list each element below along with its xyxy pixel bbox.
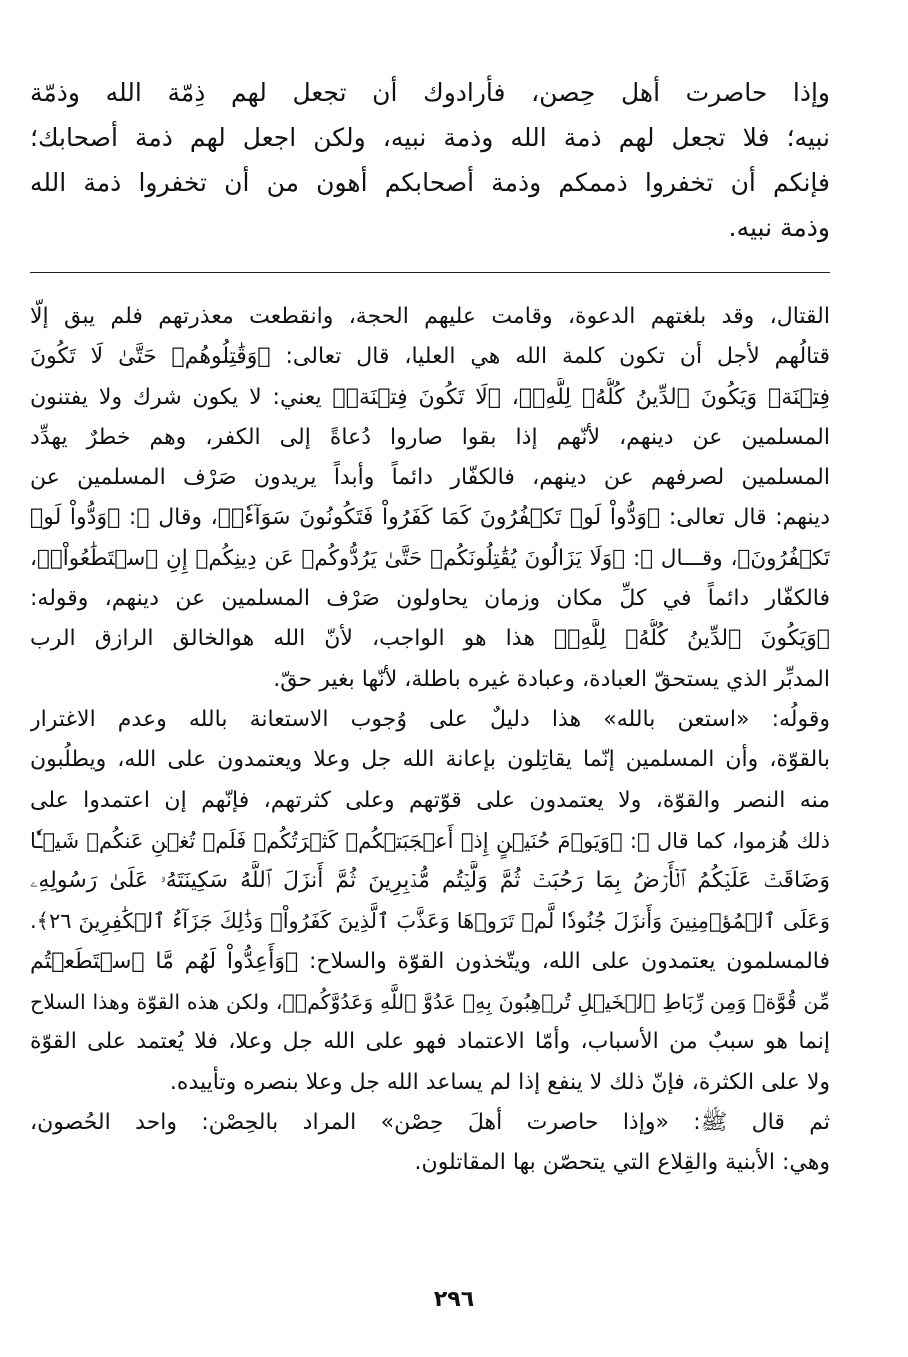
commentary-line: منه النصر والقوّة، ولا يعتمدون على قوّتهم وعلى كثرتهم، فإنّهم إن اعتمدوا على [30, 787, 830, 813]
commentary-line: المسلمين عن دينهم، لأنّهم إذا بقوا صاروا دُعاةً إلى الكفر، وهم خطرٌ يهدِّد [30, 424, 830, 450]
hadith-line: وإذا حاصرت أهل حِصن، فأرادوك أن تجعل لهم ذِمّة الله وذمّة [30, 78, 830, 107]
commentary-line: ﴿وَيَكُونَ ٱلدِّينُ كُلُّهُۥ لِلَّهِۚ﴾ هذا هو الواجب، لأنّ الله هوالخالق الرازق الرب [30, 626, 830, 652]
commentary-line: فالمسلمون يعتمدون على الله، ويتّخذون القوّة والسلاح: ﴿وَأَعِدُّواْ لَهُم مَّا ٱسۡتَطَعۡتُم [30, 948, 830, 974]
commentary-line: قتالُهم لأجل أن تكون كلمة الله هي العليا، قال تعالى: ﴿وَقَٰتِلُوهُمۡ حَتَّىٰ لَا تَكُونَ [30, 344, 830, 370]
commentary-line: وهي: الأبنية والقِلاع التي يتحصّن بها المقاتلون. [414, 1150, 830, 1176]
commentary-line: دينهم: قال تعالى: ﴿وَدُّواْ لَوۡ تَكۡفُرُونَ كَمَا كَفَرُواْ فَتَكُونُونَ سَوَآءٗۖ﴾، وقال ﷻ: ﴿وَدُّواْ لَوۡ [30, 505, 830, 531]
section-divider [30, 272, 830, 273]
commentary-line: ذلك هُزموا، كما قال ﷻ: ﴿وَيَوۡمَ حُنَيۡنٍ إِذۡ أَعۡجَبَتۡكُمۡ كَثۡرَتُكُمۡ فَلَمۡ تُغۡنِ عَنكُمۡ شَيۡـٔٗا [30, 828, 830, 853]
hadith-line: فإنكم أن تخفروا ذممكم وذمة أصحابكم أهون من أن تخفروا ذمة الله [30, 168, 830, 197]
commentary-line: وَعَلَى ٱلۡمُؤۡمِنِينَ وَأَنزَلَ جُنُودٗا لَّمۡ تَرَوۡهَا وَعَذَّبَ ٱلَّذِينَ كَفَرُواْۚ وَذَٰلِكَ جَزَآءُ ٱلۡكَٰفِرِينَ ٢٦﴾. [30, 909, 830, 934]
commentary-line: وقولُه: «استعن بالله» هذا دليلٌ على وُجوب الاستعانة بالله وعدم الاغترار [30, 706, 830, 732]
commentary-line: مِّن قُوَّةٖ وَمِن رِّبَاطِ ٱلۡخَيۡلِ تُرۡهِبُونَ بِهِۦ عَدُوَّ ٱللَّهِ وَعَدُوَّكُمۡ﴾، ولكن هذه القوّة وهذا السلاح [30, 990, 830, 1015]
commentary-line: إنما هو سببٌ من الأسباب، وأمّا الاعتماد فهو على الله جل وعلا، فلا يُعتمد على القوّة [30, 1029, 830, 1055]
commentary-line: وَضَاقَتۡ عَلَيۡكُمُ ٱلۡأَرۡضُ بِمَا رَحُبَتۡ ثُمَّ وَلَّيۡتُم مُّدۡبِرِينَ ثُمَّ أَنزَلَ ٱللَّهُ سَكِينَتَهُۥ عَلَىٰ رَسُولِهِۦ [30, 868, 830, 894]
commentary-line: فالكفّار دائماً في كلِّ مكان وزمان يحاولون صَرْف المسلمين عن دينهم، وقوله: [30, 586, 830, 612]
commentary-line: تَكۡفُرُونَ﴾، وقـــال ﷻ: ﴿وَلَا يَزَالُونَ يُقَٰتِلُونَكُمۡ حَتَّىٰ يَرُدُّوكُمۡ عَن دِينِكُمۡ إِنِ ٱسۡتَطَٰعُواْۚ﴾، [30, 545, 830, 571]
commentary-text [30, 297, 830, 1184]
commentary-line: ثم قال ﷺ: «وإذا حاصرت أهلَ حِصْن» المراد بالحِصْن: واحد الحُصون، [30, 1109, 830, 1135]
page-number: ٢٩٦ [433, 1287, 475, 1312]
hadith-text [30, 70, 830, 250]
commentary-line: بالقوّة، وأن المسلمين إنّما يقاتِلون بإعانة الله جل وعلا ويعتمدون على الله، ويطلُبون [30, 747, 830, 773]
commentary-line: فِتۡنَةٞ وَيَكُونَ ٱلدِّينُ كُلُّهُۥ لِلَّهِۚ﴾، ﴿لَا تَكُونَ فِتۡنَةٞ﴾ يعني: لا يكون شرك ولا يفتنون [30, 384, 830, 410]
commentary-line: المدبِّر الذي يستحقّ العبادة، وعبادة غيره باطلة، لأنّها بغير حقّ. [273, 666, 830, 692]
commentary-line: القتال، وقد بلغتهم الدعوة، وقامت عليهم الحجة، وانقطعت معذرتهم فلم يبق إلّا [30, 304, 830, 329]
hadith-line: نبيه؛ فلا تجعل لهم ذمة الله وذمة نبيه، ولكن اجعل لهم ذمة أصحابك؛ [30, 123, 830, 152]
commentary-line: ولا على الكثرة، فإنّ ذلك لا ينفع إذا لم يساعد الله جل وعلا بنصره وتأييده. [169, 1069, 830, 1095]
commentary-line: المسلمين لصرفهم عن دينهم، فالكفّار دائماً وأبداً يريدون صَرْف المسلمين عن [30, 465, 830, 491]
hadith-line: وذمة نبيه. [728, 213, 830, 242]
